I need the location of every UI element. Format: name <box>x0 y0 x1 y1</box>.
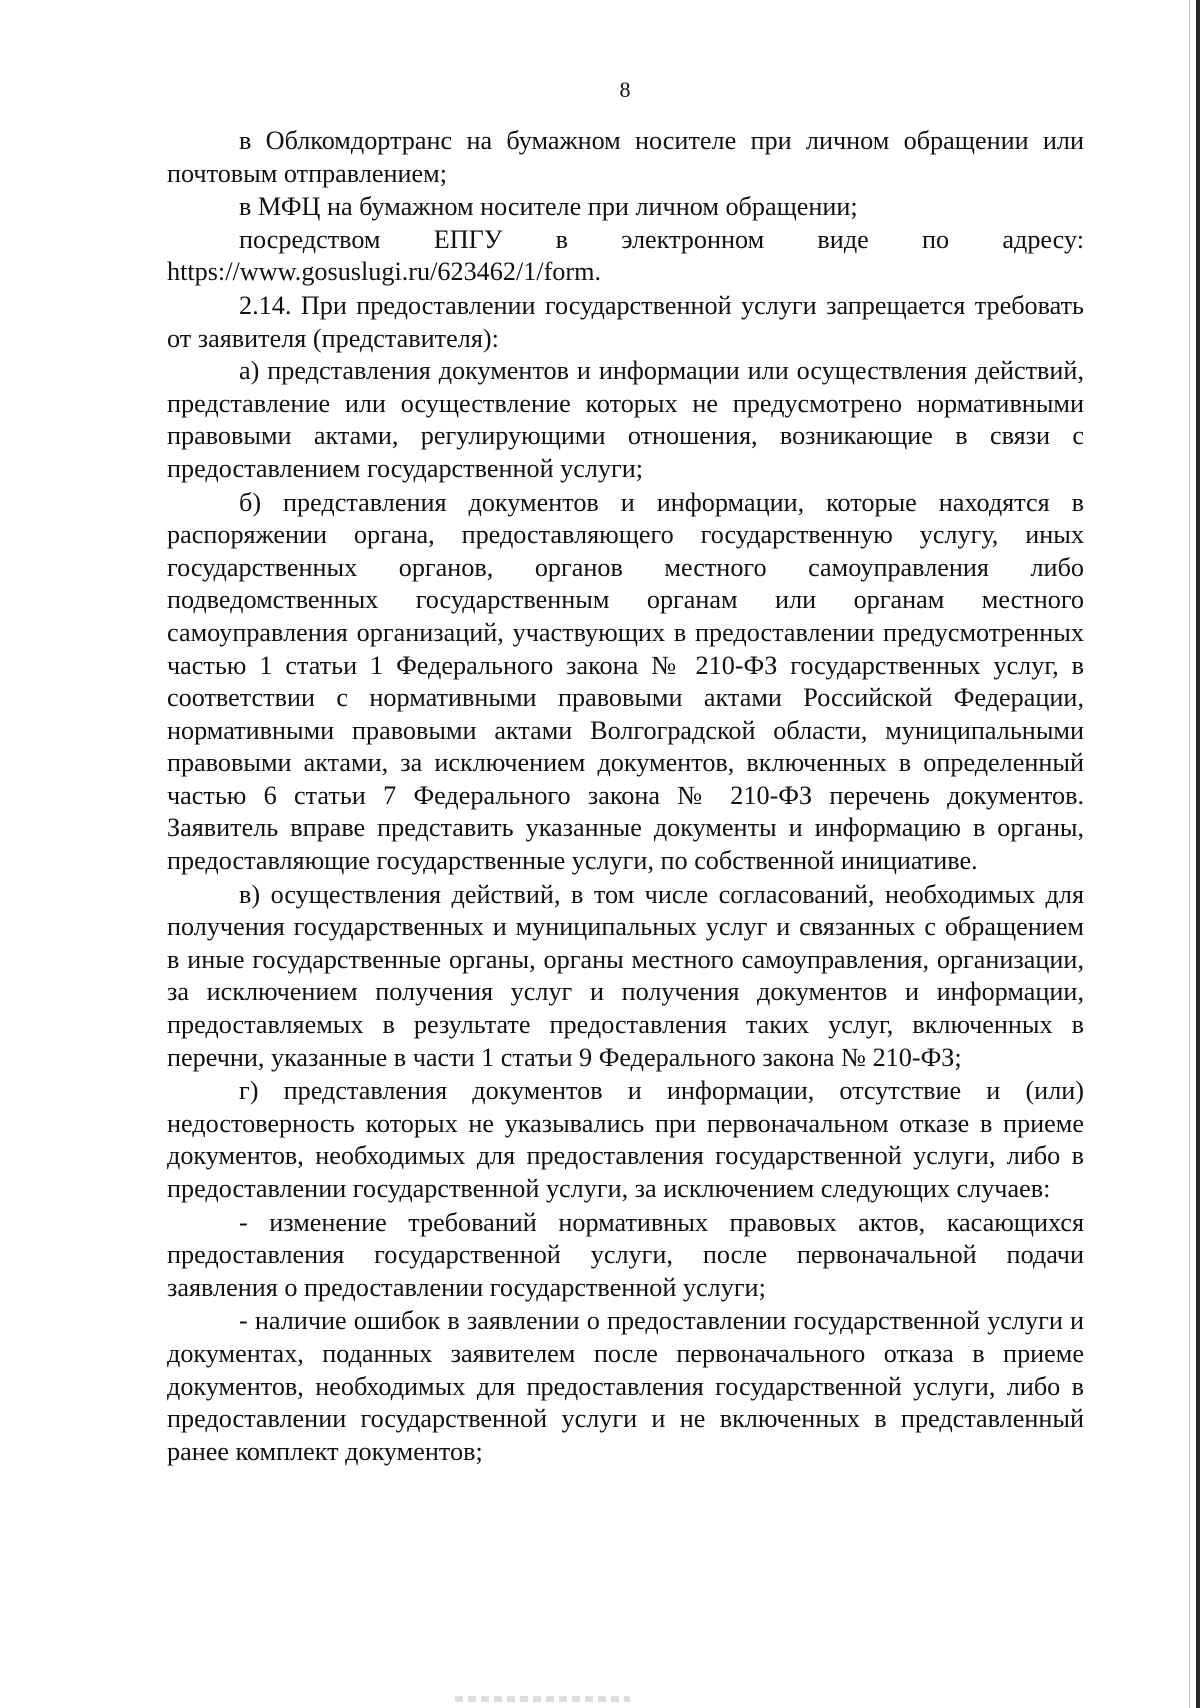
paragraph-dash-requirements-change: - изменение требований нормативных правовых актов, касающихся предоставления государственной услуги, после первоначальной подачи заявления о предоставлении государственной услуги; <box>167 1207 1084 1302</box>
paragraph-item-a: а) представления документов и информации или осуществления действий, представление или осуществление которых не предусмотрено нормативными правовыми актами, регулирующими отношения, возникающие в связи с предоставлением государственной услуги; <box>167 356 1084 483</box>
paragraph-submission-epgu: посредством ЕПГУ в электронном виде по адресу: https://www.gosuslugi.ru/623462/1/form. <box>167 224 1084 287</box>
scan-bottom-artifact <box>455 1696 630 1702</box>
paragraph-clause-2-14: 2.14. При предоставлении государственной услуги запрещается требовать от заявителя (представителя): <box>167 290 1084 353</box>
page-number: 8 <box>619 77 631 102</box>
paragraph-item-g: г) представления документов и информации, отсутствие и (или) недостоверность которых не указывались при первоначальном отказе в приеме документов, необходимых для предоставления государственной услуги, либо в предоставлении государственной услуги, за исключением следующих случаев: <box>167 1076 1084 1203</box>
scan-edge-line <box>1189 0 1190 1708</box>
paragraph-submission-mfc: в МФЦ на бумажном носителе при личном обращении; <box>239 192 858 222</box>
paragraph-item-v: в) осуществления действий, в том числе согласований, необходимых для получения государственных и муниципальных услуг и связанных с обращением в иные государственные органы, органы местного самоуправления, организации, за исключением получения услуг и получения документов и информации, предоставляемых в результате предоставления таких услуг, включенных в перечни, указанные в части 1 статьи 9 Федерального закона № 210-ФЗ; <box>167 879 1084 1072</box>
scan-edge-shadow <box>1196 0 1200 1708</box>
paragraph-dash-errors: - наличие ошибок в заявлении о предоставлении государственной услуги и документах, поданных заявителем после первоначального отказа в приеме документов, необходимых для предоставления государственной услуги, либо в предоставлении государственной услуги и не включенных в представленный ранее комплект документов; <box>167 1306 1084 1466</box>
paragraph-item-b: б) представления документов и информации, которые находятся в распоряжении органа, предоставляющего государственную услугу, иных государственных органов, органов местного самоуправления либо подведомственных государственным органам или органам местного самоуправления организаций, участвующих в предоставлении предусмотренных частью 1 статьи 1 Федерального закона № 210-ФЗ государственных услуг, в соответствии с нормативными правовыми актами Российской Федерации, нормативными правовыми актами Волгоградской области, муниципальными правовыми актами, за исключением документов, включенных в определенный частью 6 статьи 7 Федерального закона № 210-ФЗ перечень документов. Заявитель вправе представить указанные документы и информацию в органы, предоставляющие государственные услуги, по собственной инициативе. <box>167 487 1084 876</box>
paragraph-submission-oblkomdortrans: в Облкомдортранс на бумажном носителе при личном обращении или почтовым отправлением; <box>167 126 1084 188</box>
document-body <box>167 125 1084 1468</box>
